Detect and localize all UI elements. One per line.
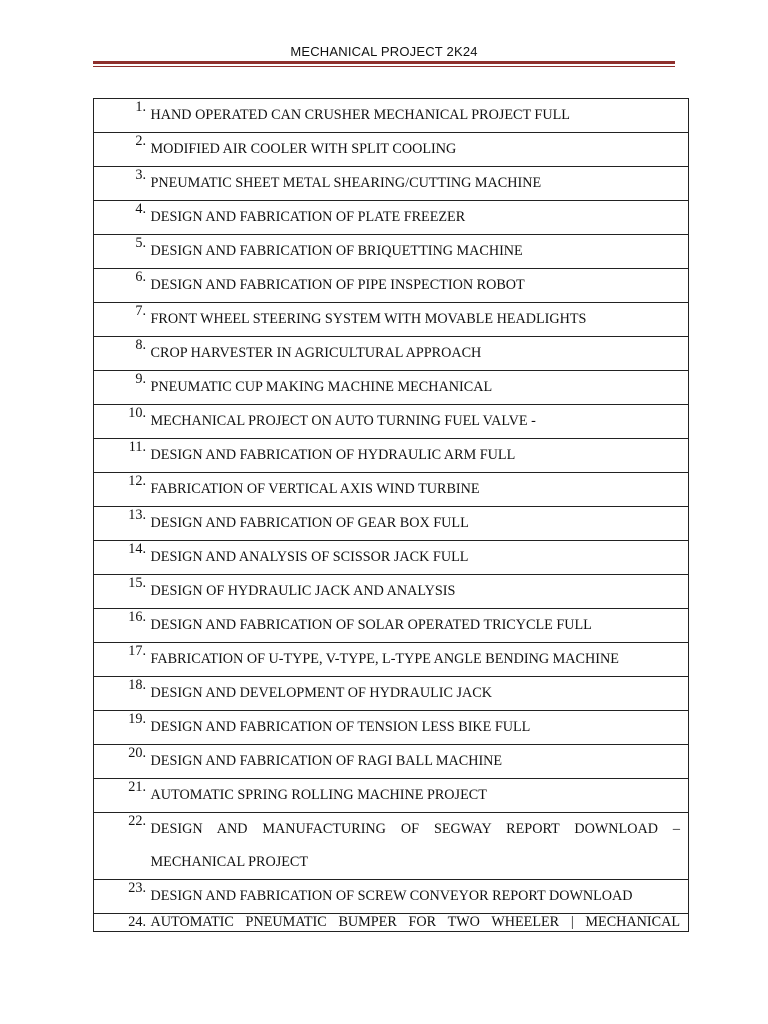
project-number: 9. bbox=[135, 371, 146, 387]
project-row-content bbox=[94, 133, 680, 166]
project-row-content bbox=[94, 167, 680, 200]
project-row-content bbox=[94, 880, 680, 913]
project-cell bbox=[94, 337, 689, 371]
project-cell bbox=[94, 677, 689, 711]
project-number: 14. bbox=[128, 541, 146, 557]
project-row bbox=[94, 677, 689, 711]
project-title: AUTOMATIC PNEUMATIC BUMPER FOR TWO WHEELER | MECHANICAL bbox=[150, 914, 680, 930]
project-number: 23. bbox=[128, 880, 146, 896]
project-cell bbox=[94, 914, 689, 932]
project-number: 6. bbox=[135, 269, 146, 285]
project-cell bbox=[94, 779, 689, 813]
project-row-content bbox=[94, 235, 680, 268]
project-row-content bbox=[94, 201, 680, 234]
project-title: DESIGN OF HYDRAULIC JACK AND ANALYSIS bbox=[150, 583, 456, 599]
project-row bbox=[94, 575, 689, 609]
project-title: AUTOMATIC SPRING ROLLING MACHINE PROJECT bbox=[150, 787, 487, 803]
project-cell bbox=[94, 371, 689, 405]
project-row bbox=[94, 507, 689, 541]
project-cell bbox=[94, 269, 689, 303]
project-cell bbox=[94, 405, 689, 439]
project-cell bbox=[94, 201, 689, 235]
project-number: 15. bbox=[128, 575, 146, 591]
project-title: PNEUMATIC CUP MAKING MACHINE MECHANICAL bbox=[150, 379, 493, 395]
project-cell bbox=[94, 880, 689, 914]
project-row-content bbox=[94, 371, 680, 404]
project-cell bbox=[94, 303, 689, 337]
project-row bbox=[94, 541, 689, 575]
project-row-content bbox=[94, 779, 680, 812]
header-rule-thick bbox=[93, 61, 675, 64]
project-row bbox=[94, 813, 689, 880]
project-row-content bbox=[94, 541, 680, 574]
project-row bbox=[94, 269, 689, 303]
project-title: DESIGN AND FABRICATION OF RAGI BALL MACHINE bbox=[150, 753, 503, 769]
project-cell bbox=[94, 711, 689, 745]
project-number: 5. bbox=[135, 235, 146, 251]
project-number: 21. bbox=[128, 779, 146, 795]
project-title: DESIGN AND FABRICATION OF SOLAR OPERATED TRICYCLE FULL bbox=[150, 617, 592, 633]
project-row-content bbox=[94, 677, 680, 710]
project-title: DESIGN AND FABRICATION OF PLATE FREEZER bbox=[150, 209, 466, 225]
project-title: DESIGN AND FABRICATION OF HYDRAULIC ARM FULL bbox=[150, 447, 516, 463]
project-number: 8. bbox=[135, 337, 146, 353]
project-row bbox=[94, 133, 689, 167]
project-title: DESIGN AND FABRICATION OF GEAR BOX FULL bbox=[150, 515, 469, 531]
project-cell bbox=[94, 609, 689, 643]
project-number: 22. bbox=[128, 813, 146, 829]
project-row bbox=[94, 880, 689, 914]
project-row-content bbox=[94, 337, 680, 370]
project-title: DESIGN AND FABRICATION OF BRIQUETTING MACHINE bbox=[150, 243, 523, 259]
project-title: MECHANICAL PROJECT ON AUTO TURNING FUEL VALVE - bbox=[150, 413, 536, 429]
project-number: 24. bbox=[128, 914, 146, 930]
project-cell bbox=[94, 473, 689, 507]
project-cell bbox=[94, 507, 689, 541]
project-cell bbox=[94, 745, 689, 779]
project-list-table bbox=[93, 98, 689, 932]
project-title: DESIGN AND FABRICATION OF PIPE INSPECTION ROBOT bbox=[150, 277, 525, 293]
project-title: DESIGN AND FABRICATION OF SCREW CONVEYOR REPORT DOWNLOAD bbox=[150, 888, 633, 904]
project-list-body bbox=[94, 99, 689, 932]
project-row-content bbox=[94, 269, 680, 302]
project-row bbox=[94, 609, 689, 643]
project-number: 4. bbox=[135, 201, 146, 217]
project-title: DESIGN AND DEVELOPMENT OF HYDRAULIC JACK bbox=[150, 685, 492, 701]
project-row bbox=[94, 405, 689, 439]
project-row bbox=[94, 711, 689, 745]
project-cell bbox=[94, 99, 689, 133]
project-cell bbox=[94, 133, 689, 167]
project-row bbox=[94, 99, 689, 133]
project-row-content bbox=[94, 711, 680, 744]
project-row bbox=[94, 914, 689, 932]
project-row-content bbox=[94, 439, 680, 472]
project-row bbox=[94, 371, 689, 405]
project-number: 16. bbox=[128, 609, 146, 625]
project-row-content bbox=[94, 745, 680, 778]
project-row-content bbox=[94, 303, 680, 336]
project-number: 1. bbox=[135, 99, 146, 115]
page-header-title: MECHANICAL PROJECT 2K24 bbox=[290, 44, 478, 59]
project-number: 20. bbox=[128, 745, 146, 761]
project-cell bbox=[94, 643, 689, 677]
project-row bbox=[94, 643, 689, 677]
project-number: 18. bbox=[128, 677, 146, 693]
project-cell bbox=[94, 541, 689, 575]
project-title: FABRICATION OF VERTICAL AXIS WIND TURBINE bbox=[150, 481, 480, 497]
project-row bbox=[94, 473, 689, 507]
project-title: PNEUMATIC SHEET METAL SHEARING/CUTTING MACHINE bbox=[150, 175, 542, 191]
project-number: 11. bbox=[128, 439, 146, 455]
project-row bbox=[94, 201, 689, 235]
project-cell bbox=[94, 167, 689, 201]
project-row bbox=[94, 303, 689, 337]
project-row-content bbox=[94, 99, 680, 132]
project-number: 17. bbox=[128, 643, 146, 659]
project-row bbox=[94, 779, 689, 813]
project-row bbox=[94, 337, 689, 371]
project-cell bbox=[94, 235, 689, 269]
project-title: CROP HARVESTER IN AGRICULTURAL APPROACH bbox=[150, 345, 482, 361]
project-row-content bbox=[94, 914, 680, 931]
project-row-content bbox=[94, 609, 680, 642]
project-number: 10. bbox=[128, 405, 146, 421]
project-row-content bbox=[94, 473, 680, 506]
project-row bbox=[94, 745, 689, 779]
project-row-content bbox=[94, 643, 680, 676]
project-row-content bbox=[94, 507, 680, 540]
project-title: DESIGN AND FABRICATION OF TENSION LESS BIKE FULL bbox=[150, 719, 531, 735]
project-row-content bbox=[94, 813, 680, 879]
project-row bbox=[94, 439, 689, 473]
project-title: DESIGN AND MANUFACTURING OF SEGWAY REPORT DOWNLOAD – MECHANICAL PROJECT bbox=[150, 821, 680, 870]
project-title: MODIFIED AIR COOLER WITH SPLIT COOLING bbox=[150, 141, 457, 157]
project-number: 19. bbox=[128, 711, 146, 727]
project-cell bbox=[94, 439, 689, 473]
header-rule-thin bbox=[93, 66, 675, 67]
project-row bbox=[94, 235, 689, 269]
project-number: 3. bbox=[135, 167, 146, 183]
project-number: 2. bbox=[135, 133, 146, 149]
project-title: FRONT WHEEL STEERING SYSTEM WITH MOVABLE HEADLIGHTS bbox=[150, 311, 587, 327]
project-title: DESIGN AND ANALYSIS OF SCISSOR JACK FULL bbox=[150, 549, 469, 565]
project-row-content bbox=[94, 405, 680, 438]
project-title: FABRICATION OF U-TYPE, V-TYPE, L-TYPE ANGLE BENDING MACHINE bbox=[150, 651, 619, 667]
project-cell bbox=[94, 575, 689, 609]
project-number: 12. bbox=[128, 473, 146, 489]
project-row bbox=[94, 167, 689, 201]
project-title: HAND OPERATED CAN CRUSHER MECHANICAL PROJECT FULL bbox=[150, 107, 570, 123]
project-row-content bbox=[94, 575, 680, 608]
project-number: 7. bbox=[135, 303, 146, 319]
project-cell bbox=[94, 813, 689, 880]
project-number: 13. bbox=[128, 507, 146, 523]
